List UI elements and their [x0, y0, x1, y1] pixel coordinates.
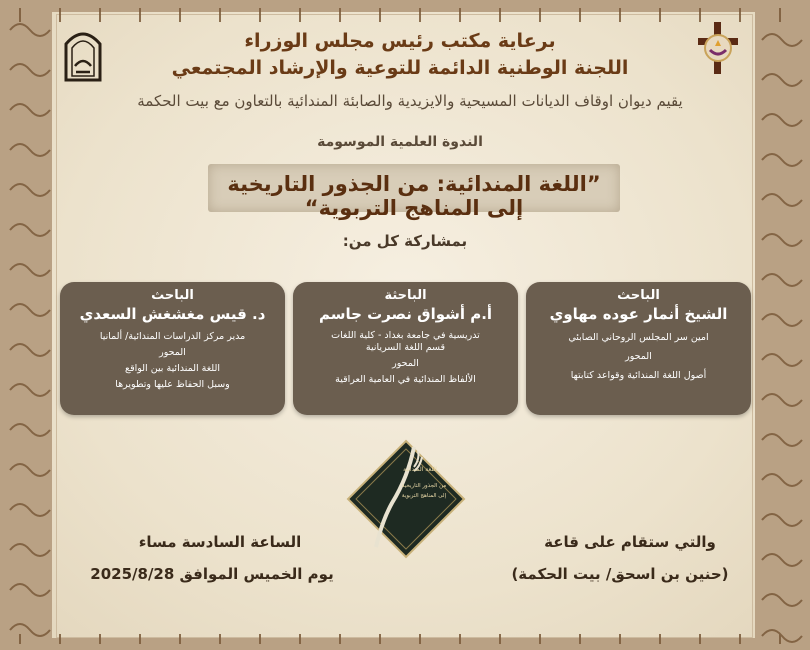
speaker-role: الباحثة — [384, 288, 427, 303]
speaker-card — [293, 282, 518, 415]
speaker-detail: المحور — [159, 347, 186, 358]
speaker-role: الباحث — [151, 288, 194, 303]
speaker-card — [526, 282, 751, 415]
venue-hall: (حنين بن اسحق/ بيت الحكمة) — [511, 565, 729, 583]
speaker-detail: تدريسية في جامعة بغداد - كلية اللغات — [331, 330, 480, 341]
speaker-detail: المحور — [392, 358, 419, 369]
speaker-detail: المحور — [625, 351, 652, 362]
speaker-detail: مدير مركز الدراسات المندائية/ ألمانيا — [99, 331, 246, 342]
speaker-name: د. قيس مغشغش السعدي — [79, 305, 266, 323]
speaker-detail: اللغة المندائية بين الواقع — [125, 363, 220, 374]
endowment-logo — [692, 20, 744, 76]
venue-intro: والتي ستقام على قاعة — [544, 533, 716, 551]
speaker-detail: وسبل الحفاظ عليها وتطويرها — [115, 379, 230, 390]
speaker-card — [60, 282, 285, 415]
seminar-emblem — [344, 437, 468, 561]
speaker-name: أ.م أشواق نصرت جاسم — [318, 305, 493, 323]
bayt-al-hikma-logo — [62, 26, 104, 82]
speaker-role: الباحث — [617, 288, 660, 303]
emblem-line: اللغة المندائية — [403, 466, 437, 473]
seminar-title: ”اللغة المندائية: من الجذور التاريخية إلى المناهج التربوية“ — [227, 172, 601, 220]
speaker-detail: امين سر المجلس الروحاني الصابئي — [568, 332, 709, 343]
emblem-line: من الجذور التاريخية — [401, 483, 447, 489]
organizer-line: يقيم ديوان اوقاف الديانات المسيحية والايزيدية والصابئة المندائية بالتعاون مع بيت الحكمة — [137, 92, 683, 110]
speaker-detail: الألفاظ المندائية في العامية العراقية — [335, 374, 476, 385]
participation-label: بمشاركة كل من: — [342, 232, 468, 250]
patronage-line: برعاية مكتب رئيس مجلس الوزراء — [244, 30, 556, 52]
seminar-label: الندوة العلمية الموسومة — [317, 134, 483, 150]
event-time: الساعة السادسة مساء — [138, 533, 302, 551]
speaker-detail: أصول اللغة المندائية وقواعد كتابتها — [570, 370, 707, 381]
event-date: يوم الخميس الموافق 2025/8/28 — [90, 565, 334, 583]
speaker-detail: قسم اللغة السريانية — [365, 342, 446, 353]
speaker-name: الشيخ أنمار عوده مهاوي — [549, 305, 728, 323]
emblem-line: إلى المناهج التربوية — [401, 493, 447, 499]
committee-line: اللجنة الوطنية الدائمة للتوعية والإرشاد المجتمعي — [171, 57, 629, 79]
